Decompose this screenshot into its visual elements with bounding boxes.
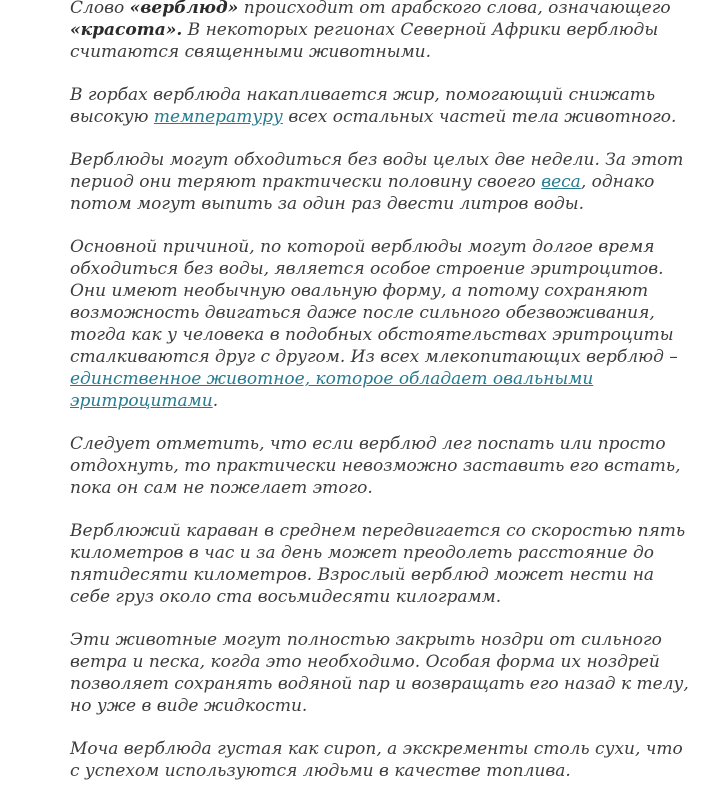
text-segment: В горбах верблюда накапливается жир, помогающий снижать высокую: [70, 85, 656, 127]
paragraph: [70, 629, 690, 717]
text-segment: Основной причиной, по которой верблюды могут долгое время обходиться без воды, является особое строение эритроцитов. Они имеют необычную овальную форму, а потому сохраняют возможность двигаться даже после сильного обезвоживания, тогда как у человека в подобных обстоятельствах эритроциты сталкиваются друг с другом. Из всех млекопитающих верблюд –: [70, 237, 678, 367]
bold-text: «верблюд»: [129, 0, 239, 18]
paragraph: [70, 236, 690, 412]
text-segment: всех остальных частей тела животного.: [282, 107, 677, 127]
paragraph: [70, 738, 690, 782]
inline-link[interactable]: температуру: [153, 107, 283, 127]
text-segment: происходит от арабского слова, означающего: [238, 0, 671, 18]
text-segment: Слово: [70, 0, 130, 18]
bold-text: «красота».: [70, 20, 183, 40]
text-segment: Эти животные могут полностью закрыть ноздри от сильного ветра и песка, когда это необходимо. Особая форма их ноздрей позволяет сохранять водяной пар и возвращать его назад к телу, но уже в виде жидкости.: [70, 630, 689, 716]
text-segment: Верблюды могут обходиться без воды целых две недели. За этот период они теряют практически половину своего: [70, 150, 684, 192]
paragraph: [70, 433, 690, 499]
text-segment: Верблюжий караван в среднем передвигается со скоростью пять километров в час и за день может преодолеть расстояние до пятидесяти километров. Взрослый верблюд может нести на себе груз около ста восьмидесяти килограмм.: [70, 521, 686, 607]
text-segment: .: [212, 391, 219, 411]
text-segment: Моча верблюда густая как сироп, а экскременты столь сухи, что с успехом используются людьми в качестве топлива.: [70, 739, 683, 781]
text-segment: В некоторых регионах Северной Африки верблюды считаются священными животными.: [70, 20, 659, 62]
paragraph: [70, 520, 690, 608]
inline-link[interactable]: веса: [541, 172, 581, 192]
text-segment: , однако потом могут выпить за один раз двести литров воды.: [70, 172, 655, 214]
text-segment: Следует отметить, что если верблюд лег поспать или просто отдохнуть, то практически невозможно заставить его встать, пока он сам не пожелает этого.: [70, 434, 681, 498]
paragraph: [70, 149, 690, 215]
paragraph: [70, 84, 690, 128]
paragraph: [70, 0, 690, 63]
inline-link[interactable]: единственное животное, которое обладает овальными эритроцитами: [70, 369, 594, 411]
